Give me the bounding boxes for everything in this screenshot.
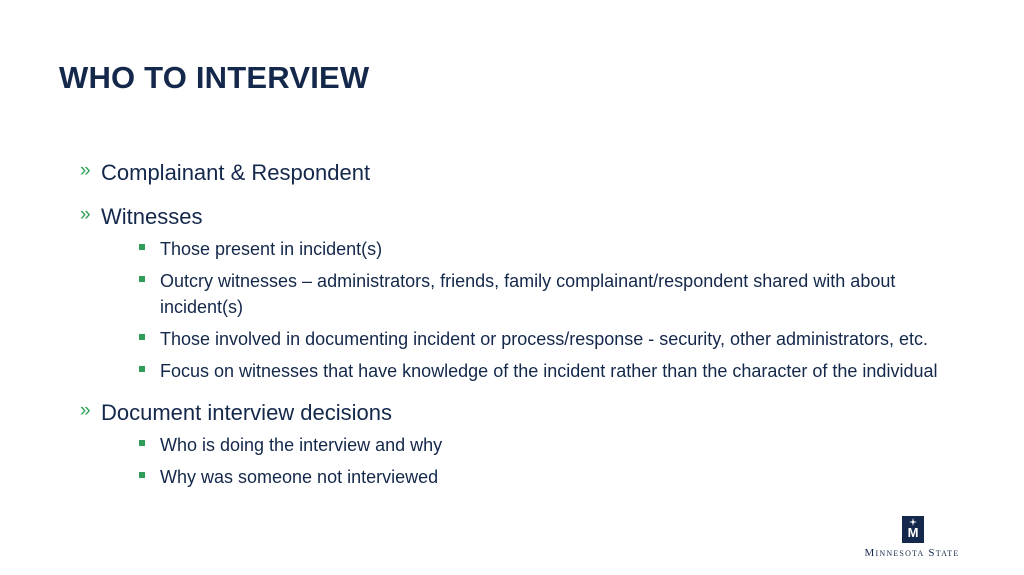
bullet-text: Document interview decisions — [101, 400, 393, 425]
sub-bullet-list — [139, 432, 980, 490]
logo-mark — [902, 516, 924, 543]
sub-bullet — [139, 236, 980, 262]
sub-bullet — [139, 432, 980, 458]
sub-bullet-text: Who is doing the interview and why — [160, 435, 443, 455]
bullet-witnesses — [80, 202, 980, 384]
minnesota-state-logo — [852, 515, 972, 563]
square-bullet-icon — [139, 244, 145, 250]
square-bullet-icon — [139, 366, 145, 372]
sub-bullet-text: Why was someone not interviewed — [160, 467, 439, 487]
bullet-text: Witnesses — [101, 204, 203, 229]
bullet-document-decisions — [80, 398, 980, 490]
sub-bullet — [139, 358, 980, 384]
chevron-bullet-icon: » — [80, 204, 91, 225]
chevron-bullet-icon: » — [80, 400, 91, 421]
sub-bullet-text: Outcry witnesses – administrators, friends, family complainant/respondent shared with about incident(s) — [160, 271, 896, 317]
square-bullet-icon — [139, 440, 145, 446]
square-bullet-icon — [139, 472, 145, 478]
square-bullet-icon — [139, 276, 145, 282]
sub-bullet-text: Those present in incident(s) — [160, 239, 383, 259]
sub-bullet — [139, 326, 980, 352]
slide-title: WHO TO INTERVIEW — [59, 60, 370, 95]
sub-bullet-text: Those involved in documenting incident or process/response - security, other administrators, etc. — [160, 329, 929, 349]
square-bullet-icon — [139, 334, 145, 340]
bullet-complainant-respondent — [80, 158, 980, 188]
sub-bullet — [139, 464, 980, 490]
slide-body — [80, 158, 980, 496]
bullet-text: Complainant & Respondent — [101, 160, 371, 185]
logo-wordmark: Minnesota State — [864, 547, 960, 559]
sub-bullet-text: Focus on witnesses that have knowledge of the incident rather than the character of the individual — [160, 361, 938, 381]
sub-bullet — [139, 268, 980, 320]
sub-bullet-list — [139, 236, 980, 384]
chevron-bullet-icon: » — [80, 160, 91, 181]
logo-letter: M — [907, 525, 919, 540]
